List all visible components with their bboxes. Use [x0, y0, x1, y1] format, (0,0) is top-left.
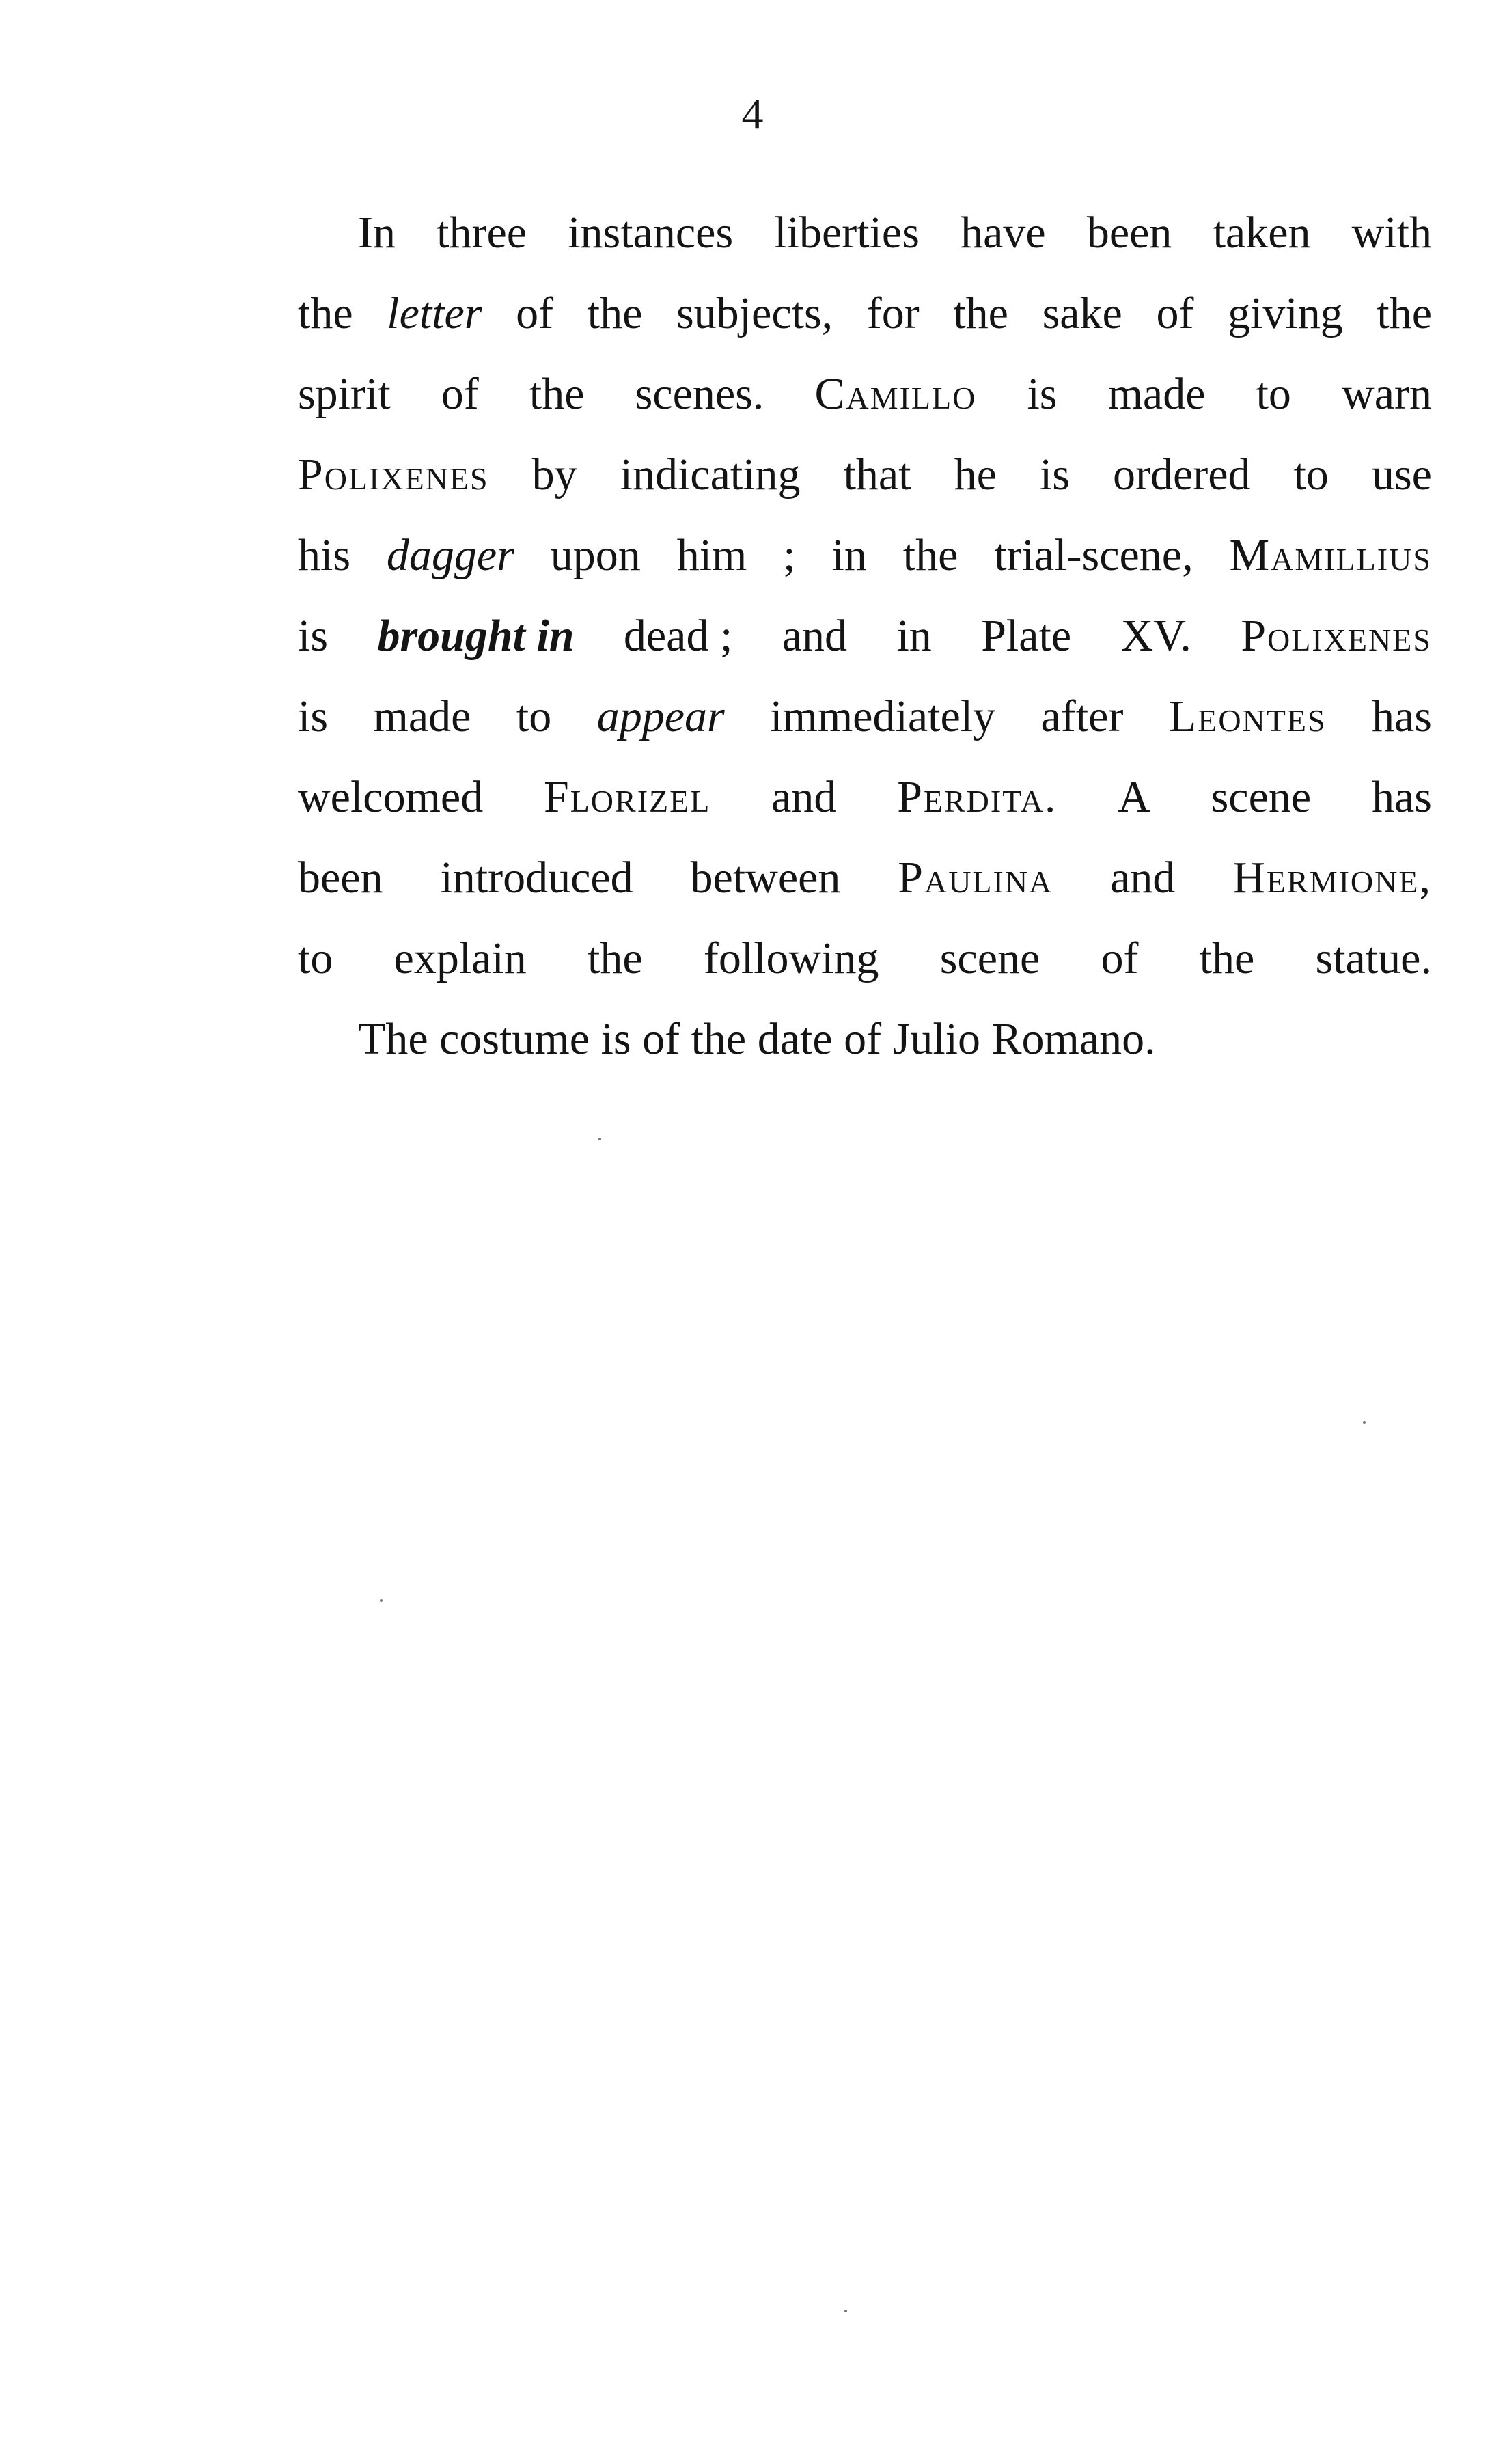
character-name: Paulina — [898, 853, 1053, 903]
character-name: Mamillius — [1229, 530, 1432, 580]
text-line — [298, 757, 1432, 838]
word: of — [516, 288, 554, 338]
word: him — [676, 530, 747, 580]
word: trial-scene, — [994, 530, 1193, 580]
word: is — [1039, 450, 1070, 499]
word: welcomed — [298, 772, 484, 822]
word: to — [1256, 369, 1291, 419]
word: have — [961, 208, 1046, 258]
word: and — [782, 611, 848, 661]
word: subjects, — [676, 288, 833, 338]
paper-speck — [1363, 1421, 1366, 1424]
word: explain — [393, 933, 527, 983]
paper-speck — [844, 2310, 847, 2312]
word: warn — [1342, 369, 1432, 419]
word: of — [642, 1014, 680, 1064]
word: In — [358, 208, 396, 258]
word: the — [587, 288, 643, 338]
word: immediately — [770, 692, 996, 741]
word: scene — [1211, 772, 1312, 822]
word: sake — [1042, 288, 1122, 338]
word: following — [703, 933, 879, 983]
word: use — [1371, 450, 1432, 499]
text-line — [298, 596, 1432, 676]
word: and — [1110, 853, 1176, 903]
word: made — [1107, 369, 1206, 419]
word: has — [1372, 692, 1432, 741]
word: costume — [439, 1014, 590, 1064]
word: the — [1377, 288, 1432, 338]
text-line — [298, 354, 1432, 435]
character-name: Leontes — [1168, 692, 1327, 741]
word: the — [588, 933, 643, 983]
word: A — [1118, 772, 1150, 822]
text-line — [298, 918, 1432, 999]
word: and — [771, 772, 837, 822]
word: The — [358, 1014, 428, 1064]
word: is — [298, 611, 329, 661]
word: the — [298, 288, 353, 338]
character-name: Hermione, — [1232, 853, 1432, 903]
word: to — [298, 933, 333, 983]
text-line — [298, 435, 1432, 515]
word: three — [437, 208, 527, 258]
word: the — [953, 288, 1008, 338]
word: of — [441, 369, 479, 419]
word: is — [600, 1014, 631, 1064]
word: Julio — [892, 1014, 980, 1064]
word: made — [373, 692, 471, 741]
word: scenes. — [635, 369, 764, 419]
text-line — [298, 838, 1432, 918]
word: by — [531, 450, 577, 499]
character-name: Florizel — [544, 772, 711, 822]
word: between — [690, 853, 841, 903]
word: Plate — [981, 611, 1072, 661]
character-name: Camillo — [814, 369, 977, 419]
word: in — [896, 611, 932, 661]
emphasis-word: dagger — [386, 530, 514, 580]
word: instances — [568, 208, 734, 258]
word: liberties — [774, 208, 920, 258]
word: of — [1101, 933, 1139, 983]
text-line — [298, 999, 1432, 1080]
word: XV. — [1120, 611, 1191, 661]
character-name: Polixenes — [298, 450, 489, 499]
character-name: Perdita. — [897, 772, 1058, 822]
word: taken — [1213, 208, 1311, 258]
word: upon — [550, 530, 641, 580]
word: spirit — [298, 369, 391, 419]
word: of — [1156, 288, 1194, 338]
word: to — [1293, 450, 1329, 499]
text-line — [298, 676, 1432, 757]
word: the — [902, 530, 958, 580]
word: ordered — [1112, 450, 1251, 499]
word: for — [866, 288, 920, 338]
word: in — [831, 530, 867, 580]
word: been — [298, 853, 383, 903]
word: his — [298, 530, 351, 580]
word: dead ; — [623, 611, 733, 661]
word: has — [1371, 772, 1432, 822]
word: indicating — [620, 450, 801, 499]
word: he — [954, 450, 997, 499]
emphasis-word: brought in — [377, 611, 575, 661]
word: Romano. — [991, 1014, 1156, 1064]
word: after — [1040, 692, 1124, 741]
word: introduced — [440, 853, 633, 903]
word: date — [757, 1014, 833, 1064]
word: that — [843, 450, 911, 499]
word: the — [691, 1014, 747, 1064]
text-line — [298, 193, 1432, 273]
word: is — [298, 692, 329, 741]
word: giving — [1228, 288, 1343, 338]
character-name: Polixenes — [1241, 611, 1432, 661]
page-number: 4 — [741, 90, 764, 138]
text-line — [298, 515, 1432, 596]
word: to — [516, 692, 552, 741]
emphasis-word: letter — [387, 288, 482, 338]
word: been — [1086, 208, 1172, 258]
word: ; — [783, 530, 796, 580]
word: the — [529, 369, 585, 419]
word: statue. — [1315, 933, 1432, 983]
word: the — [1199, 933, 1255, 983]
paper-speck — [598, 1138, 601, 1140]
emphasis-word: appear — [596, 692, 725, 741]
word: scene — [939, 933, 1040, 983]
word: of — [844, 1014, 882, 1064]
word: with — [1351, 208, 1432, 258]
text-line — [298, 273, 1432, 354]
paper-speck — [380, 1599, 383, 1602]
word: is — [1027, 369, 1058, 419]
